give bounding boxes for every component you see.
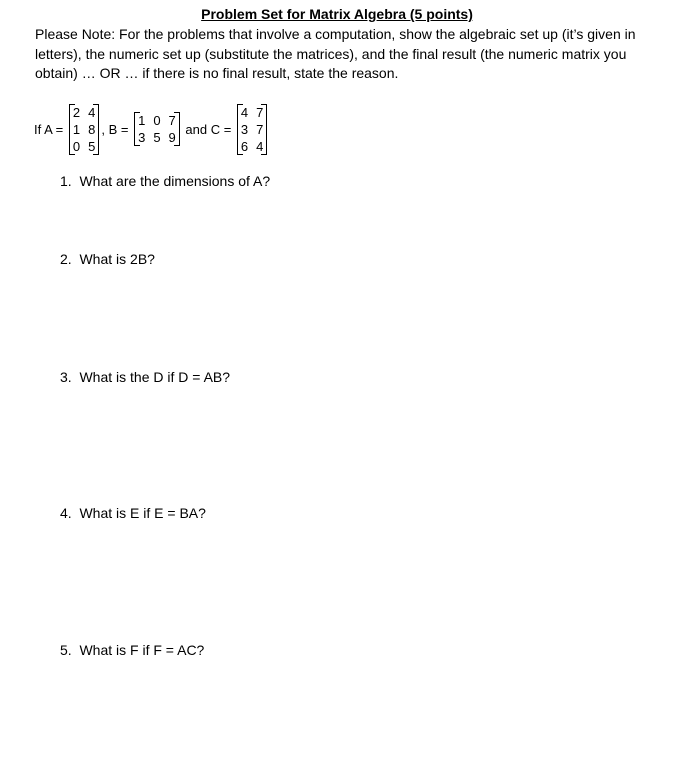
- question-2: [60, 251, 155, 267]
- matrix-cell: 5: [88, 138, 96, 154]
- matrix-a-label: If A =: [34, 121, 67, 137]
- matrix-a: [69, 104, 99, 155]
- matrix-c-label: and C =: [181, 121, 235, 137]
- question-4: [60, 505, 206, 521]
- matrix-cell: 9: [168, 130, 176, 145]
- question-5: [60, 642, 204, 658]
- question-text: What is the D if D = AB?: [79, 369, 231, 385]
- question-number: 5.: [60, 642, 72, 658]
- question-number: 1.: [60, 173, 72, 189]
- matrix-cell: 5: [153, 130, 161, 145]
- matrix-cell: 7: [168, 113, 176, 128]
- matrix-b: [134, 112, 180, 146]
- question-text: What is E if E = BA?: [79, 505, 206, 521]
- page-title: Problem Set for Matrix Algebra (5 points): [201, 6, 473, 22]
- question-text: What is 2B?: [79, 251, 155, 267]
- matrix-c: [237, 104, 267, 155]
- matrix-cell: 3: [240, 121, 249, 137]
- question-number: 3.: [60, 369, 72, 385]
- question-number: 4.: [60, 505, 72, 521]
- matrix-cell: 3: [138, 130, 146, 145]
- matrix-cell: 8: [88, 121, 96, 137]
- question-1: [60, 173, 270, 189]
- question-3: [60, 369, 230, 385]
- matrix-cell: 1: [138, 113, 146, 128]
- question-number: 2.: [60, 251, 72, 267]
- matrix-cell: 2: [72, 104, 81, 120]
- matrix-cell: 6: [240, 138, 249, 154]
- question-text: What are the dimensions of A?: [79, 173, 271, 189]
- matrix-cell: 1: [72, 121, 81, 137]
- instructions-note: Please Note: For the problems that involve a computation, show the algebraic set up (it’s given in letters), the numeric set up (substitute the matrices), and the final result (the numeric matrix you obtain) … OR … if there is no final result, state the reason.: [35, 26, 636, 81]
- question-text: What is F if F = AC?: [79, 642, 205, 658]
- matrix-cell: 7: [256, 104, 264, 120]
- matrix-cell: 4: [240, 104, 249, 120]
- matrix-cell: 0: [153, 113, 161, 128]
- matrix-cell: 7: [256, 121, 264, 137]
- matrix-cell: 4: [88, 104, 96, 120]
- matrix-b-label: , B =: [101, 121, 133, 137]
- matrix-cell: 4: [256, 138, 264, 154]
- matrix-definitions: [34, 100, 269, 158]
- matrix-cell: 0: [72, 138, 81, 154]
